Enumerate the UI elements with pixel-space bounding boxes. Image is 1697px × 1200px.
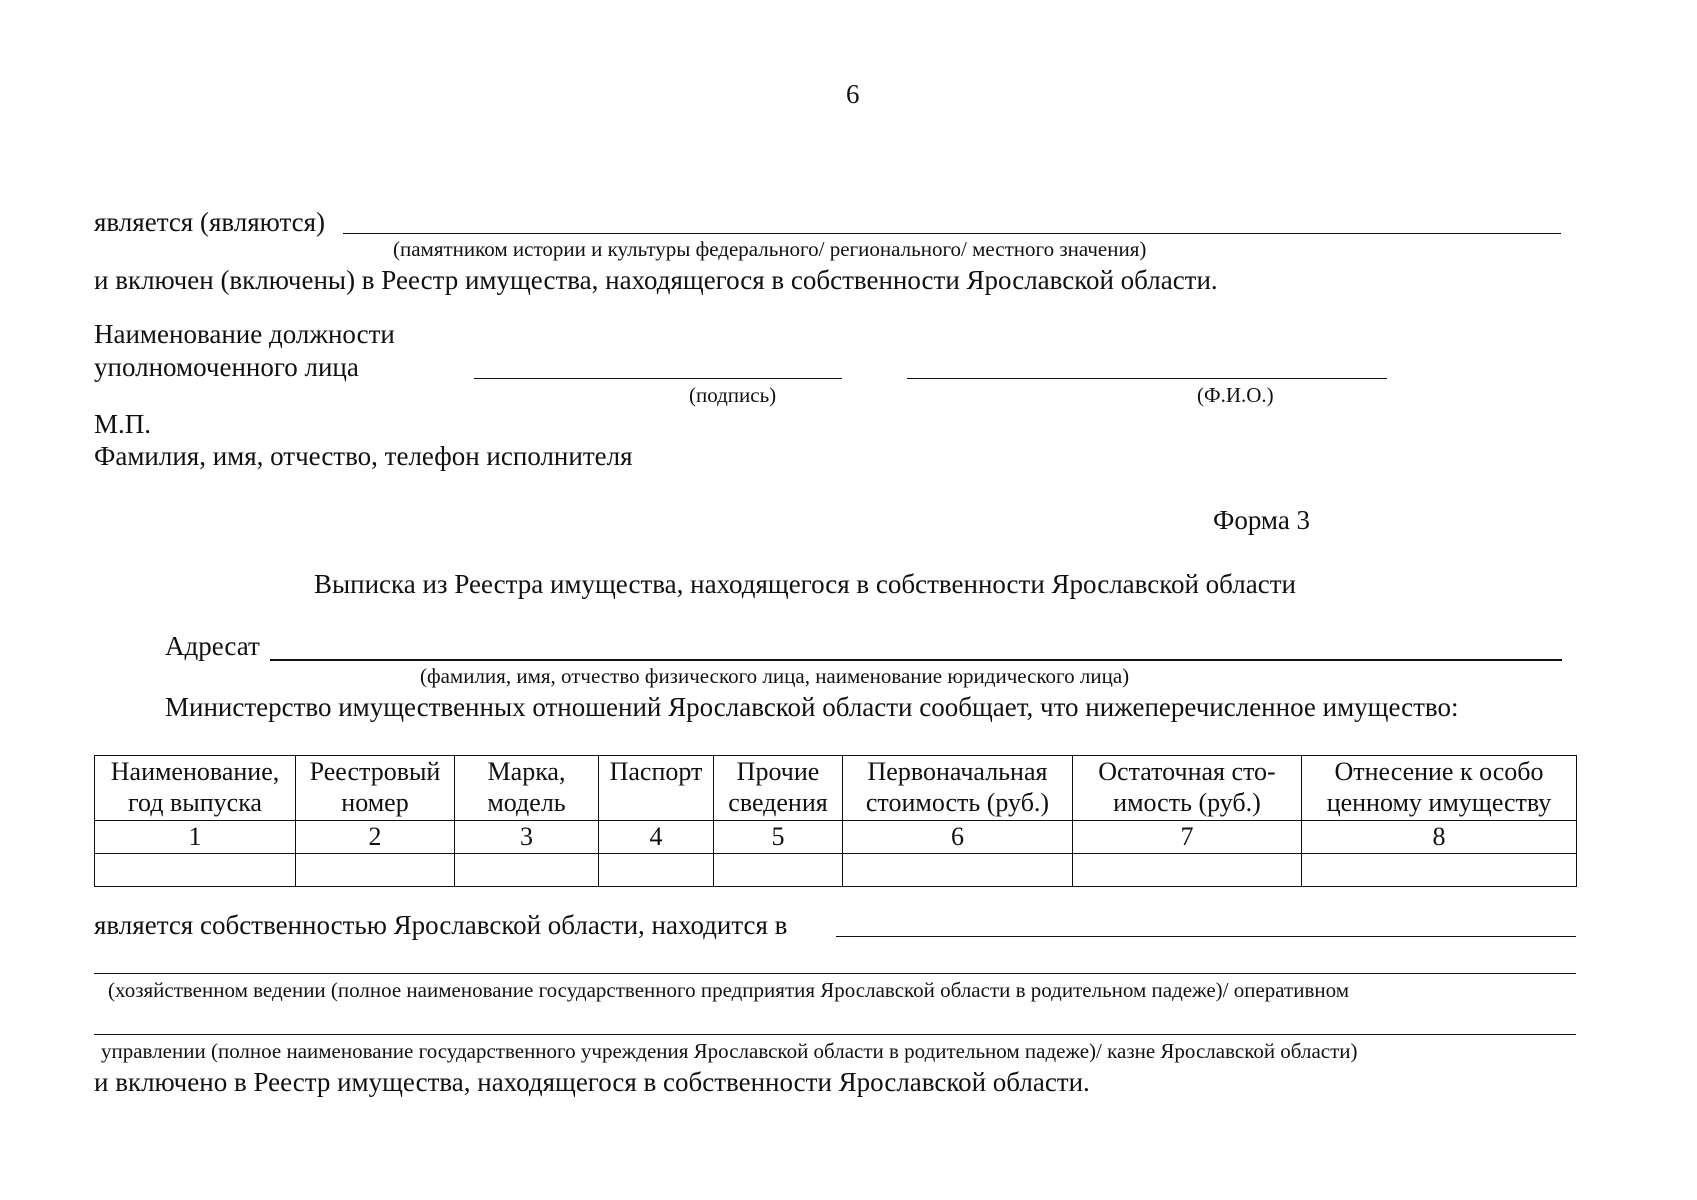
column-header-passport: Паспорт <box>599 756 714 821</box>
ministry-text: Министерство имущественных отношений Ярославской области сообщает, что нижеперечисленное имущество: <box>165 692 1459 722</box>
column-number: 3 <box>455 821 599 854</box>
monument-status-line[interactable] <box>343 233 1561 234</box>
executor-label: Фамилия, имя, отчество, телефон исполнителя <box>94 441 633 471</box>
addressee-line[interactable] <box>270 659 1562 661</box>
fio-caption: (Ф.И.О.) <box>1197 383 1274 407</box>
addressee-label: Адресат <box>165 631 260 661</box>
addressee-caption: (фамилия, имя, отчество физического лица, наименование юридического лица) <box>420 664 1130 688</box>
table-cell[interactable] <box>1302 854 1577 887</box>
ownership-line-1[interactable] <box>836 936 1576 937</box>
included-text: и включен (включены) в Реестр имущества, находящегося в собственности Ярославской области. <box>94 265 1218 295</box>
registry-table <box>94 755 1577 887</box>
position-label-line2: уполномоченного лица <box>94 352 359 382</box>
ownership-text: является собственностью Ярославской области, находится в <box>94 910 788 940</box>
column-number: 2 <box>296 821 455 854</box>
column-header-brand-model: Марка, модель <box>455 756 599 821</box>
table-cell[interactable] <box>95 854 296 887</box>
column-number: 5 <box>714 821 843 854</box>
column-number: 8 <box>1302 821 1577 854</box>
included-in-registry-text: и включено в Реестр имущества, находящегося в собственности Ярославской области. <box>94 1067 1090 1097</box>
form-label: Форма 3 <box>1213 505 1311 535</box>
table-cell[interactable] <box>714 854 843 887</box>
page-number: 6 <box>846 79 860 109</box>
position-label-line1: Наименование должности <box>94 319 395 349</box>
signature-line[interactable] <box>474 378 842 379</box>
ownership-line-3[interactable] <box>94 1034 1576 1035</box>
form-title: Выписка из Реестра имущества, находящегося в собственности Ярославской области <box>314 569 1296 599</box>
column-header-residual-cost: Остаточная сто- имость (руб.) <box>1073 756 1302 821</box>
column-number: 7 <box>1073 821 1302 854</box>
column-number: 1 <box>95 821 296 854</box>
monument-status-caption: (памятником истории и культуры федерального/ регионального/ местного значения) <box>393 237 1147 261</box>
column-header-other-info: Прочие сведения <box>714 756 843 821</box>
column-header-registry-number: Реестровый номер <box>296 756 455 821</box>
table-cell[interactable] <box>1073 854 1302 887</box>
column-header-initial-cost: Первоначальная стоимость (руб.) <box>843 756 1073 821</box>
table-cell[interactable] <box>599 854 714 887</box>
table-cell[interactable] <box>296 854 455 887</box>
economic-management-caption: (хозяйственном ведении (полное наименование государственного предприятия Ярославской области в родительном падеже)/ оперативном <box>108 978 1350 1002</box>
signature-caption: (подпись) <box>689 383 777 407</box>
fio-line[interactable] <box>907 378 1387 379</box>
table-cell[interactable] <box>455 854 599 887</box>
column-header-name-year: Наименование, год выпуска <box>95 756 296 821</box>
ownership-line-2[interactable] <box>94 973 1576 974</box>
table-cell[interactable] <box>843 854 1073 887</box>
table-header-row <box>95 756 1577 821</box>
stamp-label: М.П. <box>94 409 152 439</box>
table-row <box>95 854 1577 887</box>
column-header-especially-valuable: Отнесение к особо ценному имуществу <box>1302 756 1577 821</box>
operational-management-caption: управлении (полное наименование государственного учреждения Ярославской области в родительном падеже)/ казне Ярославской области) <box>101 1039 1358 1063</box>
table-number-row <box>95 821 1577 854</box>
column-number: 4 <box>599 821 714 854</box>
column-number: 6 <box>843 821 1073 854</box>
is-prefix-text: является (являются) <box>94 207 326 237</box>
